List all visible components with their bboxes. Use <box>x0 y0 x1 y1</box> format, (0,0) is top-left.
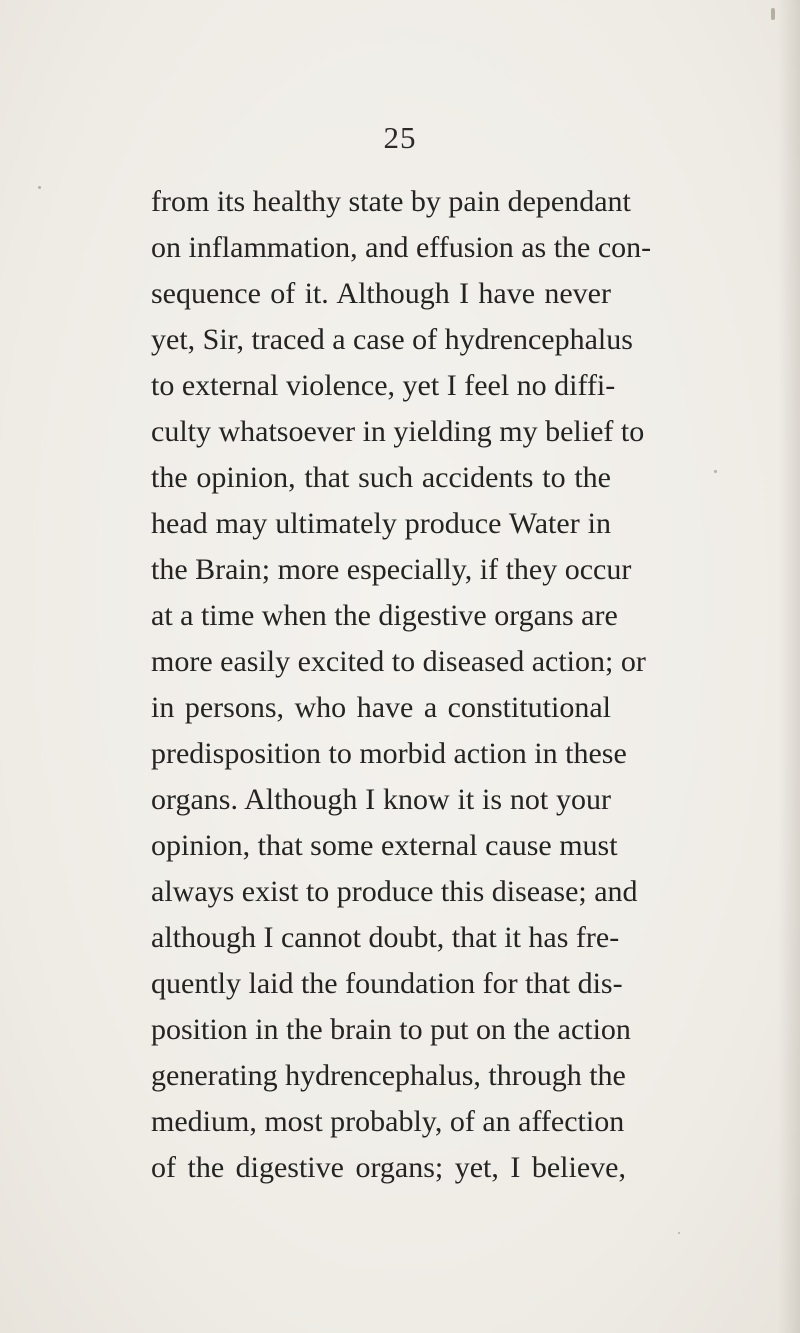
paper-speck <box>678 1232 680 1234</box>
paper-speck <box>714 470 717 473</box>
text-line: quently laid the foundation for that dis- <box>151 967 623 1000</box>
text-line: more easily excited to diseased action; or <box>151 645 646 678</box>
text-line: although I cannot doubt, that it has fre- <box>151 921 620 954</box>
text-line: sequence of it. Although I have never <box>151 277 611 310</box>
body-text <box>151 179 652 1191</box>
text-line: the opinion, that such accidents to the <box>151 461 611 494</box>
text-line: organs. Although I know it is not your <box>151 783 611 816</box>
page-number: 25 <box>383 120 417 155</box>
text-line: from its healthy state by pain dependant <box>151 185 631 218</box>
text-line: yet, Sir, traced a case of hydrencephalus <box>151 323 633 356</box>
paper-speck <box>771 8 775 20</box>
text-line: predisposition to morbid action in these <box>151 737 627 770</box>
text-line: position in the brain to put on the action <box>151 1013 631 1046</box>
text-line: medium, most probably, of an affection <box>151 1105 625 1138</box>
text-line: in persons, who have a constitutional <box>151 691 611 724</box>
text-line: to external violence, yet I feel no diffi- <box>151 369 616 402</box>
text-line: head may ultimately produce Water in <box>151 507 611 540</box>
text-line: culty whatsoever in yielding my belief to <box>151 415 645 448</box>
text-line: on inflammation, and effusion as the con- <box>151 231 652 264</box>
text-line: always exist to produce this disease; and <box>151 875 638 908</box>
text-line: of the digestive organs; yet, I believe, <box>151 1151 626 1184</box>
text-line: at a time when the digestive organs are <box>151 599 618 632</box>
page-edge-shadow <box>778 0 800 1333</box>
text-line: generating hydrencephalus, through the <box>151 1059 626 1092</box>
paper-speck <box>38 186 41 189</box>
text-line: the Brain; more especially, if they occur <box>151 553 632 586</box>
text-line: opinion, that some external cause must <box>151 829 618 862</box>
